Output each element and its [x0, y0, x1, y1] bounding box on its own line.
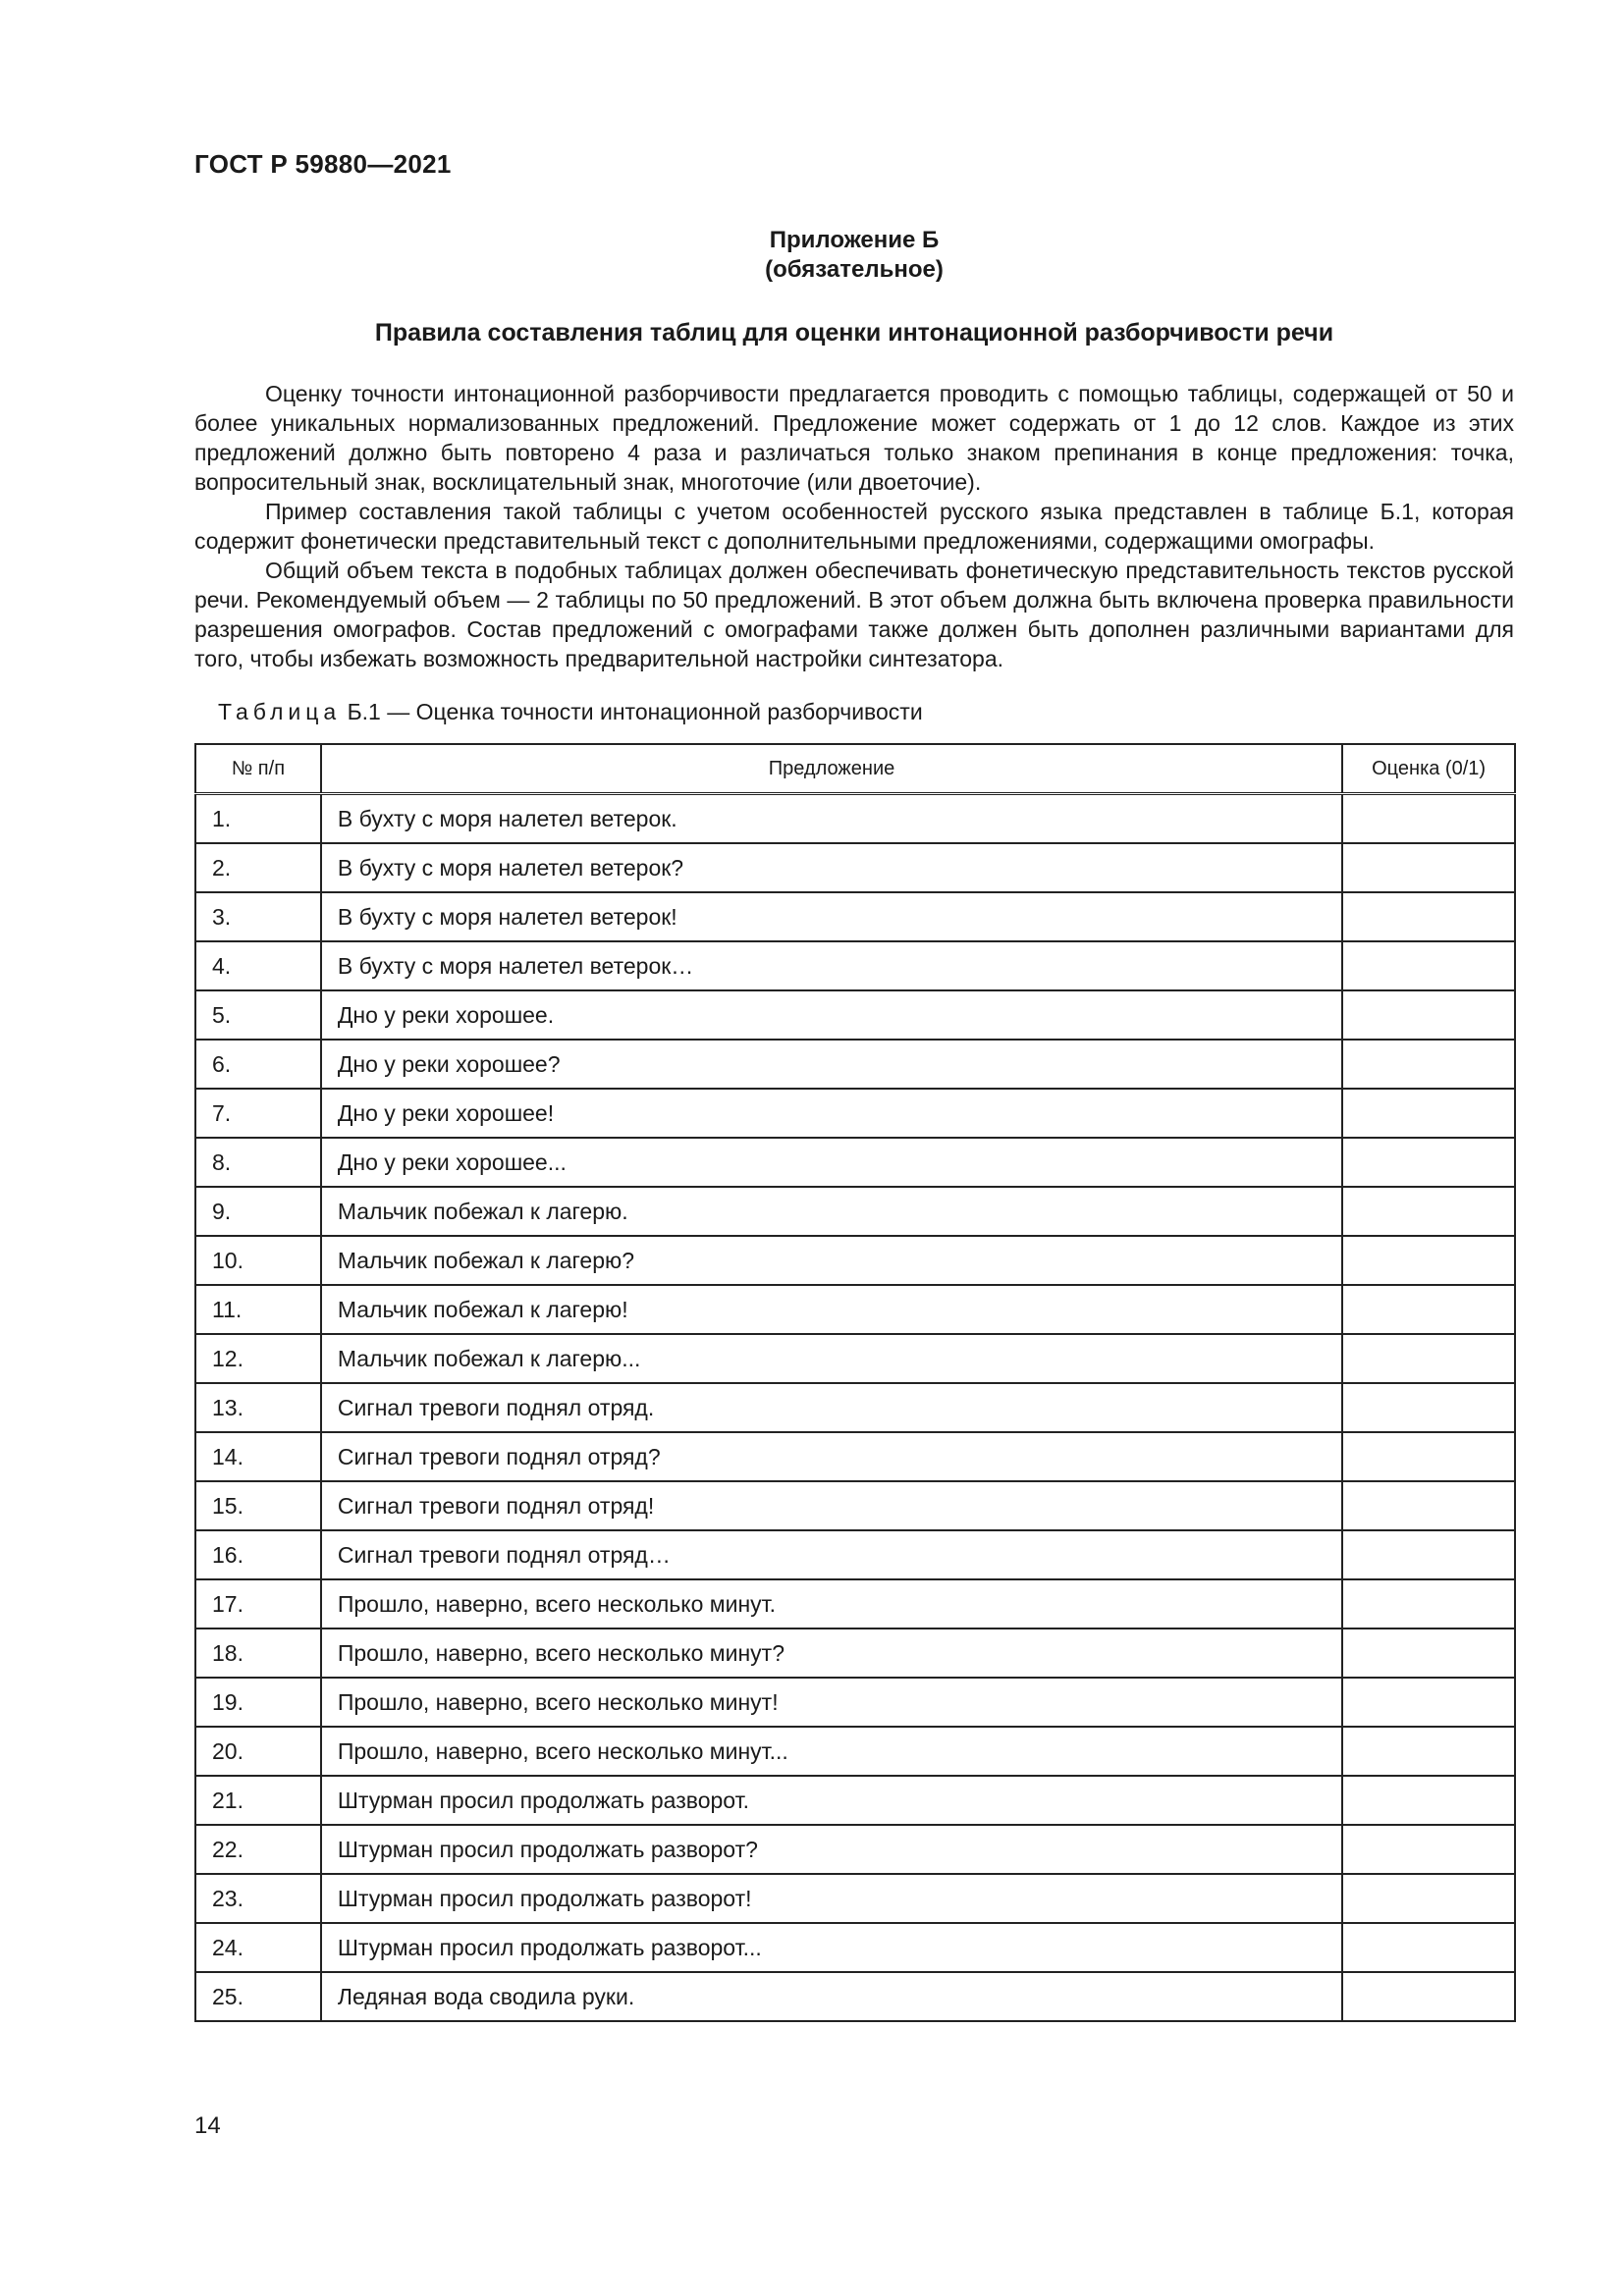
- table-row: [195, 1138, 1515, 1187]
- table-row: [195, 843, 1515, 892]
- appendix-title: Приложение Б: [769, 227, 940, 253]
- row-number: 5.: [195, 990, 321, 1040]
- row-score-cell[interactable]: [1342, 1285, 1515, 1334]
- row-number: 14.: [195, 1432, 321, 1481]
- row-number: 4.: [195, 941, 321, 990]
- row-score-cell[interactable]: [1342, 1481, 1515, 1530]
- table-row: [195, 1187, 1515, 1236]
- row-score-cell[interactable]: [1342, 941, 1515, 990]
- row-score-cell[interactable]: [1342, 990, 1515, 1040]
- body-text: [194, 379, 1514, 673]
- table-row: [195, 1089, 1515, 1138]
- row-number: 11.: [195, 1285, 321, 1334]
- row-score-cell[interactable]: [1342, 1236, 1515, 1285]
- row-number: 13.: [195, 1383, 321, 1432]
- section-title: Правила составления таблиц для оценки интонационной разборчивости речи: [374, 319, 1334, 347]
- row-number: 24.: [195, 1923, 321, 1972]
- table-row: [195, 1481, 1515, 1530]
- row-score-cell[interactable]: [1342, 1727, 1515, 1776]
- table-row: [195, 1285, 1515, 1334]
- document-code: ГОСТ Р 59880—2021: [194, 149, 452, 179]
- paragraph: Пример составления такой таблицы с учетом особенностей русского языка представлен в таблице Б.1, которая содержит фонетически представительный текст с дополнительными предложениями, содержащими омографы.: [194, 499, 1514, 554]
- table-caption-text: Б.1 — Оценка точности интонационной разборчивости: [347, 699, 923, 724]
- row-number: 7.: [195, 1089, 321, 1138]
- row-score-cell[interactable]: [1342, 1579, 1515, 1629]
- row-number: 9.: [195, 1187, 321, 1236]
- row-number: 22.: [195, 1825, 321, 1874]
- table-row: [195, 1432, 1515, 1481]
- row-number: 15.: [195, 1481, 321, 1530]
- row-number: 3.: [195, 892, 321, 941]
- row-score-cell[interactable]: [1342, 1138, 1515, 1187]
- table-row: [195, 1579, 1515, 1629]
- row-number: 10.: [195, 1236, 321, 1285]
- table-row: [195, 1236, 1515, 1285]
- row-sentence: Прошло, наверно, всего несколько минут!: [321, 1678, 1342, 1727]
- row-number: 19.: [195, 1678, 321, 1727]
- row-score-cell[interactable]: [1342, 1825, 1515, 1874]
- page-number: 14: [194, 2112, 221, 2139]
- row-number: 23.: [195, 1874, 321, 1923]
- row-score-cell[interactable]: [1342, 1383, 1515, 1432]
- row-number: 21.: [195, 1776, 321, 1825]
- row-number: 8.: [195, 1138, 321, 1187]
- row-sentence: Мальчик побежал к лагерю...: [321, 1334, 1342, 1383]
- column-header-score: Оценка (0/1): [1342, 744, 1515, 794]
- table-row: [195, 1040, 1515, 1089]
- row-sentence: Мальчик побежал к лагерю?: [321, 1236, 1342, 1285]
- row-sentence: Прошло, наверно, всего несколько минут...: [321, 1727, 1342, 1776]
- row-number: 17.: [195, 1579, 321, 1629]
- column-header-number: № п/п: [195, 744, 321, 794]
- row-number: 12.: [195, 1334, 321, 1383]
- row-score-cell[interactable]: [1342, 1040, 1515, 1089]
- row-score-cell[interactable]: [1342, 1923, 1515, 1972]
- table-row: [195, 1923, 1515, 1972]
- table-row: [195, 1334, 1515, 1383]
- table-row: [195, 1825, 1515, 1874]
- table-row: [195, 1678, 1515, 1727]
- row-sentence: Дно у реки хорошее?: [321, 1040, 1342, 1089]
- row-score-cell[interactable]: [1342, 843, 1515, 892]
- table-header-row: [195, 744, 1515, 794]
- table-row: [195, 990, 1515, 1040]
- row-score-cell[interactable]: [1342, 1678, 1515, 1727]
- column-header-sentence: Предложение: [321, 744, 1342, 794]
- table-row: [195, 1383, 1515, 1432]
- table-row: [195, 1629, 1515, 1678]
- table-row: [195, 794, 1515, 844]
- row-sentence: Прошло, наверно, всего несколько минут.: [321, 1579, 1342, 1629]
- row-sentence: Дно у реки хорошее!: [321, 1089, 1342, 1138]
- row-sentence: Штурман просил продолжать разворот?: [321, 1825, 1342, 1874]
- row-number: 16.: [195, 1530, 321, 1579]
- row-score-cell[interactable]: [1342, 1530, 1515, 1579]
- row-sentence: Сигнал тревоги поднял отряд…: [321, 1530, 1342, 1579]
- row-number: 6.: [195, 1040, 321, 1089]
- row-score-cell[interactable]: [1342, 1874, 1515, 1923]
- row-score-cell[interactable]: [1342, 794, 1515, 844]
- row-sentence: Мальчик побежал к лагерю.: [321, 1187, 1342, 1236]
- row-sentence: Штурман просил продолжать разворот...: [321, 1923, 1342, 1972]
- table-row: [195, 1530, 1515, 1579]
- row-sentence: В бухту с моря налетел ветерок!: [321, 892, 1342, 941]
- row-sentence: Дно у реки хорошее.: [321, 990, 1342, 1040]
- row-score-cell[interactable]: [1342, 1187, 1515, 1236]
- row-sentence: В бухту с моря налетел ветерок.: [321, 794, 1342, 844]
- row-sentence: В бухту с моря налетел ветерок?: [321, 843, 1342, 892]
- row-sentence: Прошло, наверно, всего несколько минут?: [321, 1629, 1342, 1678]
- table-row: [195, 1972, 1515, 2021]
- row-sentence: В бухту с моря налетел ветерок…: [321, 941, 1342, 990]
- row-number: 1.: [195, 794, 321, 844]
- row-score-cell[interactable]: [1342, 1334, 1515, 1383]
- paragraph: Оценку точности интонационной разборчивости предлагается проводить с помощью таблицы, содержащей от 50 и более уникальных нормализованных предложений. Предложение может содержать от 1 до 12 слов. Каждое из этих предложений должно быть повторено 4 раза и различаться только знаком препинания в конце предложения: точка, вопросительный знак, восклицательный знак, многоточие (или двоеточие).: [194, 381, 1514, 495]
- row-sentence: Мальчик побежал к лагерю!: [321, 1285, 1342, 1334]
- table-row: [195, 1727, 1515, 1776]
- appendix-status: (обязательное): [765, 256, 944, 283]
- row-score-cell[interactable]: [1342, 1972, 1515, 2021]
- table-caption: [218, 699, 923, 725]
- row-sentence: Сигнал тревоги поднял отряд.: [321, 1383, 1342, 1432]
- table-row: [195, 1776, 1515, 1825]
- row-sentence: Ледяная вода сводила руки.: [321, 1972, 1342, 2021]
- table-row: [195, 941, 1515, 990]
- table-row: [195, 892, 1515, 941]
- row-score-cell[interactable]: [1342, 1629, 1515, 1678]
- row-number: 20.: [195, 1727, 321, 1776]
- evaluation-table: [194, 743, 1516, 2022]
- table-caption-word: Таблица: [218, 699, 342, 724]
- row-number: 2.: [195, 843, 321, 892]
- paragraph: Общий объем текста в подобных таблицах должен обеспечивать фонетическую представительность текстов русской речи. Рекомендуемый объем — 2 таблицы по 50 предложений. В этот объем должна быть включена проверка правильности разрешения омографов. Состав предложений с омографами также должен быть дополнен различными вариантами для того, чтобы избежать возможность предварительной настройки синтезатора.: [194, 558, 1514, 671]
- table-body: [195, 794, 1515, 2022]
- appendix-heading: [194, 226, 1514, 285]
- row-score-cell[interactable]: [1342, 1432, 1515, 1481]
- row-sentence: Штурман просил продолжать разворот!: [321, 1874, 1342, 1923]
- row-score-cell[interactable]: [1342, 1776, 1515, 1825]
- row-number: 18.: [195, 1629, 321, 1678]
- row-number: 25.: [195, 1972, 321, 2021]
- row-sentence: Дно у реки хорошее...: [321, 1138, 1342, 1187]
- table-row: [195, 1874, 1515, 1923]
- row-sentence: Сигнал тревоги поднял отряд!: [321, 1481, 1342, 1530]
- row-score-cell[interactable]: [1342, 1089, 1515, 1138]
- row-score-cell[interactable]: [1342, 892, 1515, 941]
- row-sentence: Сигнал тревоги поднял отряд?: [321, 1432, 1342, 1481]
- row-sentence: Штурман просил продолжать разворот.: [321, 1776, 1342, 1825]
